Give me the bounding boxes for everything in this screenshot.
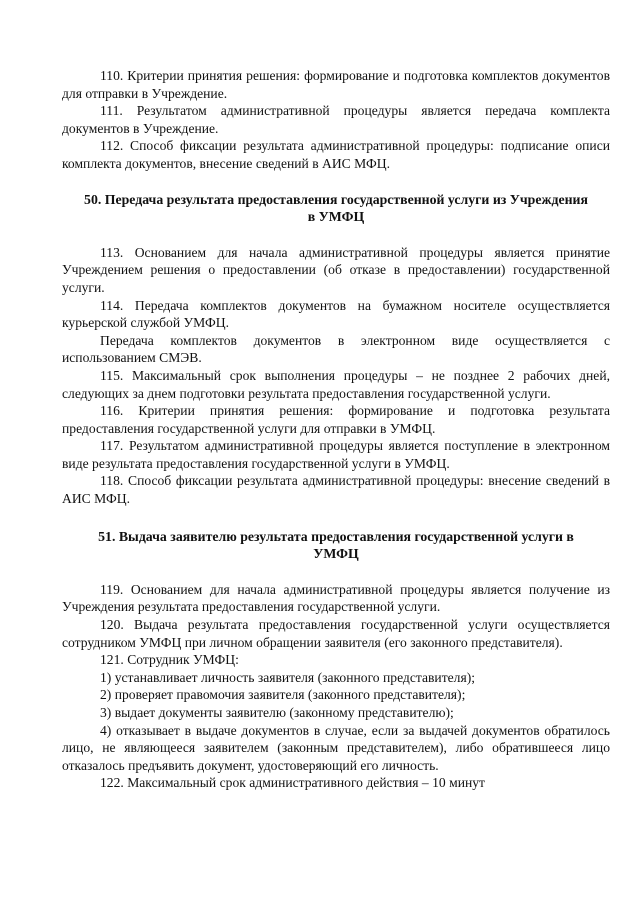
paragraph-122: 122. Максимальный срок административного действия – 10 минут — [100, 775, 485, 791]
paragraph-114-electronic: Передача комплектов документов в электронном виде осуществляется с использованием СМЭВ. — [62, 332, 610, 366]
paragraph-121: 121. Сотрудник УМФЦ: — [100, 652, 239, 668]
section-heading-50: 50. Передача результата предоставления государственной услуги из Учреждения в УМФЦ — [84, 191, 588, 225]
list-item-3: 3) выдает документы заявителю (законному представителю); — [100, 705, 454, 720]
section-heading-51: 51. Выдача заявителю результата предоставления государственной услуги в УМФЦ — [98, 528, 574, 562]
paragraph-115: 115. Максимальный срок выполнения процедуры – не позднее 2 рабочих дней, следующих за днем подготовки результата предоставления государственной услуги. — [62, 367, 610, 401]
list-item-1: 1) устанавливает личность заявителя (законного представителя); — [100, 669, 476, 685]
paragraph-113: 113. Основанием для начала административной процедуры является принятие Учреждением решения о предоставлении (об отказе в предоставлении) государственной услуги. — [62, 244, 610, 295]
document-page — [62, 67, 610, 792]
paragraph-116: 116. Критерии принятия решения: формирование и подготовка результата предоставления государственной услуги для отправки в УМФЦ. — [62, 403, 610, 436]
paragraph-112: 112. Способ фиксации результата административной процедуры: подписание описи комплекта документов, внесение сведений в АИС МФЦ. — [62, 138, 610, 171]
paragraph-118: 118. Способ фиксации результата административной процедуры: внесение сведений в АИС МФЦ. — [62, 473, 610, 507]
paragraph-110: 110. Критерии принятия решения: формирование и подготовка комплектов документов для отправки в Учреждение. — [62, 68, 610, 101]
paragraph-120: 120. Выдача результата предоставления государственной услуги осуществляется сотрудником УМФЦ при личном обращении заявителя (его законного представителя). — [62, 617, 610, 650]
paragraph-119: 119. Основанием для начала административной процедуры является получение из Учреждения результата предоставления государственной услуги. — [62, 581, 610, 615]
list-item-4: 4) отказывает в выдаче документов в случае, если за выдачей документов обратилось лицо, не являющееся заявителем (законным представителем), либо обратившееся лицо отказалось предъявить документ, удостоверяющий его личность. — [62, 722, 610, 773]
paragraph-117: 117. Результатом административной процедуры является поступление в электронном виде результата предоставления государственной услуги в УМФЦ. — [62, 438, 610, 471]
paragraph-111: 111. Результатом административной процедуры является передача комплекта документов в Учреждение. — [62, 103, 610, 136]
paragraph-114: 114. Передача комплектов документов на бумажном носителе осуществляется курьерской службой УМФЦ. — [62, 297, 610, 331]
list-item-2: 2) проверяет правомочия заявителя (законного представителя); — [100, 687, 466, 703]
